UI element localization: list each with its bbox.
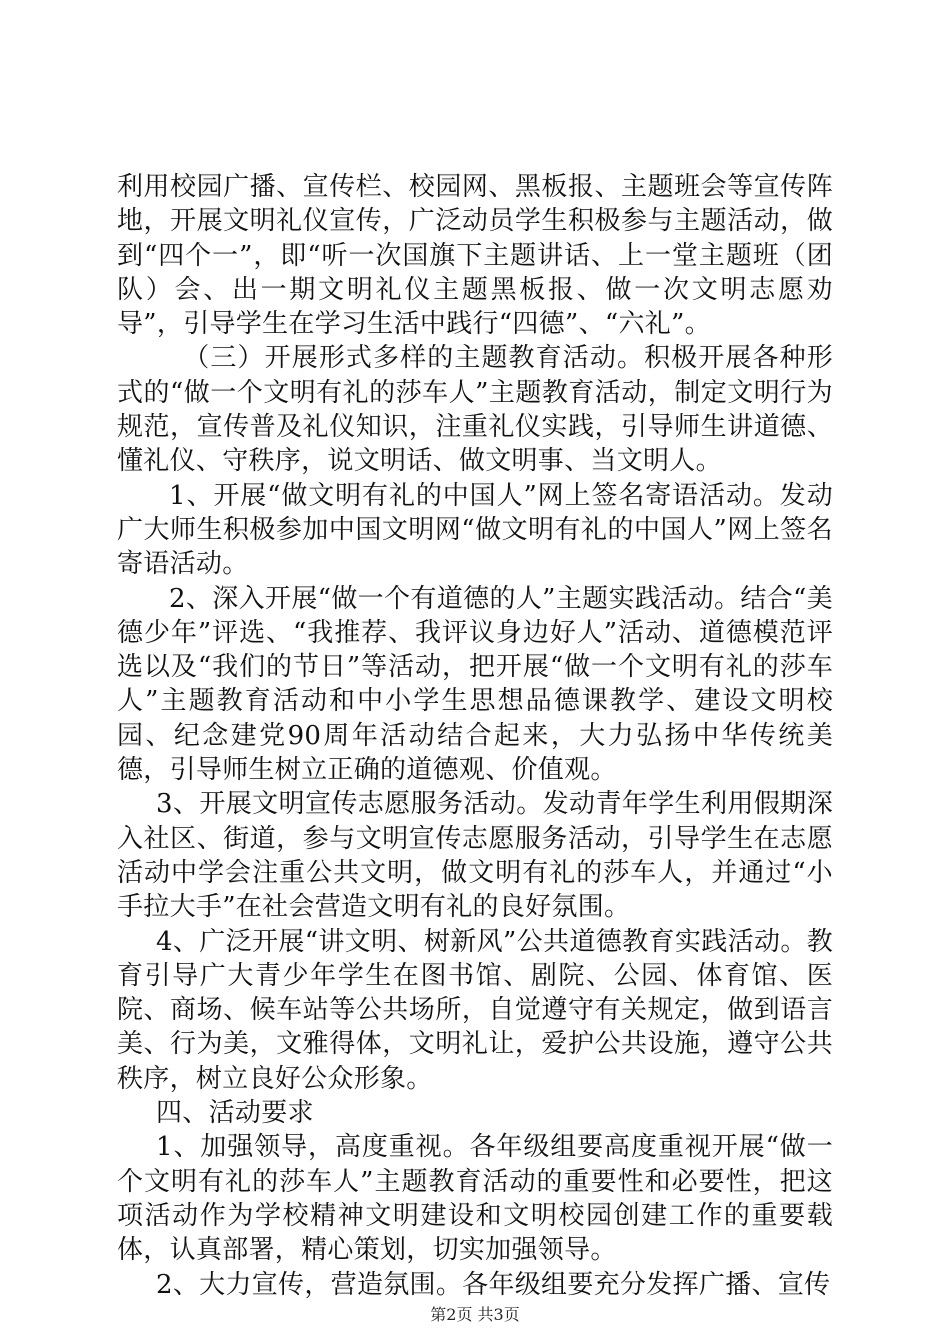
paragraph-item-1: 1、开展“做文明有礼的中国人”网上签名寄语活动。发动广大师生积极参加中国文明网“做文明有礼的中国人”网上签名寄语活动。 <box>117 480 833 580</box>
paragraph-requirement-1: 1、加强领导，高度重视。各年级组要高度重视开展“做一个文明有礼的莎车人”主题教育活动的重要性和必要性，把这项活动作为学校精神文明建设和文明校园创建工作的重要载体，认真部署，精心策划，切实加强领导。 <box>117 1132 833 1266</box>
paragraph-requirement-2: 2、大力宣传，营造氛围。各年级组要充分发挥广播、宣传 <box>156 1269 831 1300</box>
paragraph-item-4: 4、广泛开展“讲文明、树新风”公共道德教育实践活动。教育引导广大青少年学生在图书馆、剧院、公园、体育馆、医院、商场、候车站等公共场所，自觉遵守有关规定，做到语言美、行为美，文雅得体，文明礼让，爱护公共设施，遵守公共秩序，树立良好公众形象。 <box>117 926 833 1094</box>
document-body <box>117 170 833 1302</box>
paragraph-section-three: （三）开展形式多样的主题教育活动。积极开展各种形式的“做一个文明有礼的莎车人”主题教育活动，制定文明行为规范，宣传普及礼仪知识，注重礼仪实践，引导师生讲道德、懂礼仪、守秩序，说文明话、做文明事、当文明人。 <box>117 343 833 477</box>
section-heading-requirements: 四、活动要求 <box>156 1098 314 1129</box>
paragraph-publicity: 利用校园广播、宣传栏、校园网、黑板报、主题班会等宣传阵地，开展文明礼仪宣传，广泛动员学生积极参与主题活动，做到“四个一”，即“听一次国旗下主题讲话、上一堂主题班（团队）会、出一期文明礼仪主题黑板报、做一次文明志愿劝导”，引导学生在学习生活中践行“四德”、“六礼”。 <box>117 172 833 340</box>
paragraph-item-3: 3、开展文明宣传志愿服务活动。发动青年学生利用假期深入社区、街道，参与文明宣传志愿服务活动，引导学生在志愿活动中学会注重公共文明，做文明有礼的莎车人，并通过“小手拉大手”在社会营造文明有礼的良好氛围。 <box>117 789 833 923</box>
paragraph-item-2: 2、深入开展“做一个有道德的人”主题实践活动。结合“美德少年”评选、“我推荐、我评议身边好人”活动、道德模范评选以及“我们的节日”等活动，把开展“做一个文明有礼的莎车人”主题教育活动和中小学生思想品德课教学、建设文明校园、纪念建党90周年活动结合起来，大力弘扬中华传统美德，引导师生树立正确的道德观、价值观。 <box>117 583 833 786</box>
page-number-footer: 第2页 共3页 <box>430 1305 520 1324</box>
